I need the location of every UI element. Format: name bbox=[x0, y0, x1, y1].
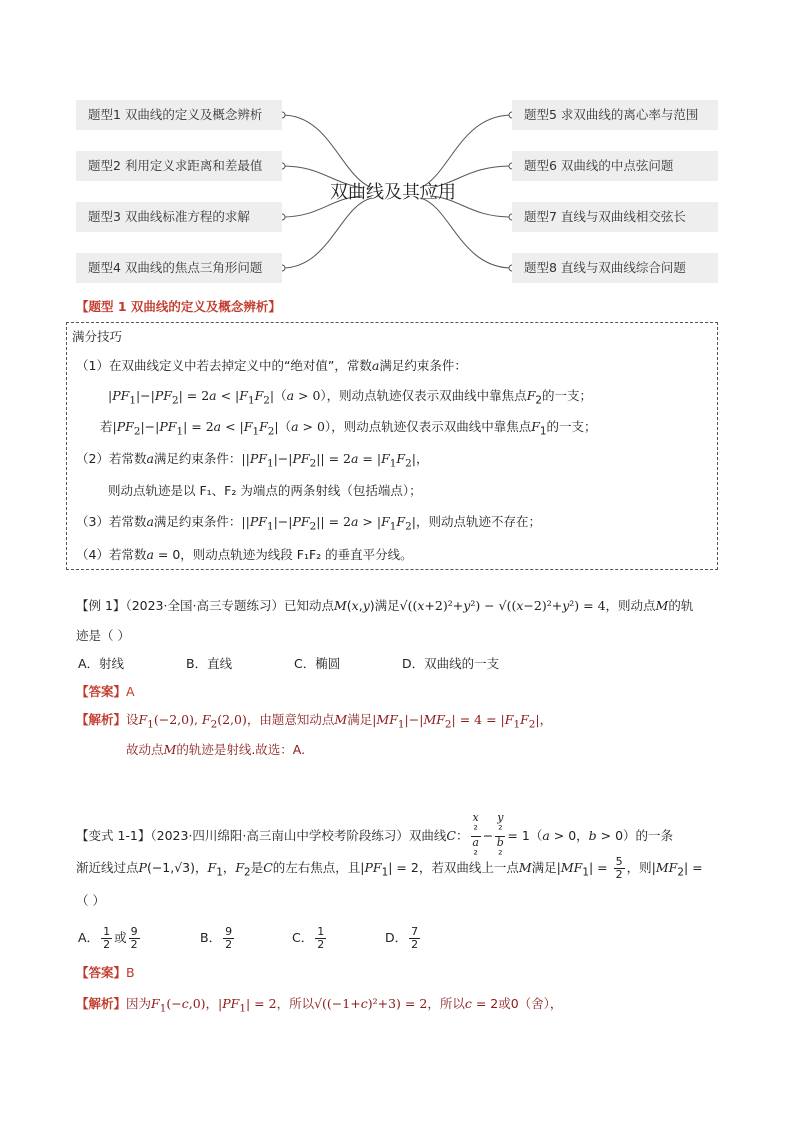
variant-1-1-answer: 【答案】B bbox=[76, 965, 135, 980]
mindmap-node-type7: 题型7 直线与双曲线相交弦长 bbox=[512, 202, 718, 232]
mindmap-center: 双曲线及其应用 bbox=[330, 182, 456, 203]
mindmap-node-type8: 题型8 直线与双曲线综合问题 bbox=[512, 253, 718, 283]
tip-1-case-b: 若$|PF_2|-|PF_1| = 2a < |F_1F_2|(a > 0)$，则动点轨迹仅表示双曲线中靠焦点$F_1$的一支； bbox=[100, 419, 597, 438]
example-1-question-cont: 迹是（ ） bbox=[76, 628, 130, 643]
mindmap-node-type6: 题型6 双曲线的中点弦问题 bbox=[512, 151, 718, 181]
mindmap-node-type1: 题型1 双曲线的定义及概念辨析 bbox=[76, 100, 282, 130]
example-1-analysis-cont: 故动点M的轨迹是射线.故选：A. bbox=[126, 742, 306, 757]
variant-1-1-option-a: A． $\frac{1}{2}$ 或 $\frac{9}{2}$ bbox=[78, 925, 138, 951]
variant-1-1-option-c: C． $\frac{1}{2}$ bbox=[292, 925, 325, 951]
example-1-answer: 【答案】A bbox=[76, 684, 135, 699]
example-1-analysis: 【解析】设$F_1(-2,0)$, $F_2(2,0)$，由题意知动点M满足$|MF_1|-|MF_2| = 4 = |F_1F_2|$， bbox=[76, 712, 553, 731]
tip-2-result: 则动点轨迹是以 F₁、F₂ 为端点的两条射线（包括端点）； bbox=[108, 483, 422, 498]
variant-1-1-analysis: 【解析】因为$F_1(-c,0)$，$|PF_1| = 2$，所以√((−1+c)²+3) = 2，所以c = 2或0（舍）， bbox=[76, 996, 563, 1015]
example-1-option-a: A．射线 bbox=[78, 656, 125, 671]
variant-1-1-question-end: （ ） bbox=[76, 893, 105, 908]
example-1-option-c: C．椭圆 bbox=[294, 656, 341, 671]
tip-3: （3）若常数a满足约束条件：$||PF_1|-|PF_2|| = 2a > |F_1F_2|$，则动点轨迹不存在； bbox=[76, 514, 541, 533]
example-1-option-d: D．双曲线的一支 bbox=[402, 656, 500, 671]
mindmap-node-type3: 题型3 双曲线标准方程的求解 bbox=[76, 202, 282, 232]
tip-4: （4）若常数a = 0，则动点轨迹为线段 F₁F₂ 的垂直平分线。 bbox=[76, 547, 413, 562]
mindmap-node-type4: 题型4 双曲线的焦点三角形问题 bbox=[76, 253, 282, 283]
variant-1-1-option-b: B． $\frac{9}{2}$ bbox=[200, 925, 233, 951]
mindmap-node-type5: 题型5 求双曲线的离心率与范围 bbox=[512, 100, 718, 130]
mindmap-node-type2: 题型2 利用定义求距离和差最值 bbox=[76, 151, 282, 181]
tip-1-case-a: $|PF_1|-|PF_2| = 2a < |F_1F_2|(a > 0)$，则动点轨迹仅表示双曲线中靠焦点$F_2$的一支； bbox=[108, 388, 593, 407]
variant-1-1-question-cont: 渐近线过点P(−1,√3)，$F_1$，$F_2$是C的左右焦点，且$|PF_1| = 2$，若双曲线上一点M满足$|MF_1|$ = $\frac{5}{2}$ ，则$|MF_2|$ = bbox=[76, 855, 703, 881]
variant-1-1-option-d: D． $\frac{7}{2}$ bbox=[385, 925, 419, 951]
example-1-option-b: B．直线 bbox=[186, 656, 233, 671]
variant-1-1-question: 【变式 1-1】（2023·四川绵阳·高三南山中学校考阶段练习）双曲线C： x ² a ² − y ² b ² = 1（a > 0，b > 0）的一条 bbox=[76, 811, 674, 861]
tip-2: （2）若常数a满足约束条件：$||PF_1|-|PF_2|| = 2a = |F_1F_2|$， bbox=[76, 451, 429, 470]
section-title: 【题型 1 双曲线的定义及概念辨析】 bbox=[76, 299, 281, 314]
example-1-question: 【例 1】（2023·全国·高三专题练习）已知动点M(x,y)满足√((x+2)²+y²) − √((x−2)²+y²) = 4，则动点M的轨 bbox=[76, 598, 694, 613]
tips-title: 满分技巧 bbox=[72, 329, 123, 344]
tip-1-intro: （1）在双曲线定义中若去掉定义中的“绝对值”，常数a满足约束条件： bbox=[76, 358, 467, 373]
